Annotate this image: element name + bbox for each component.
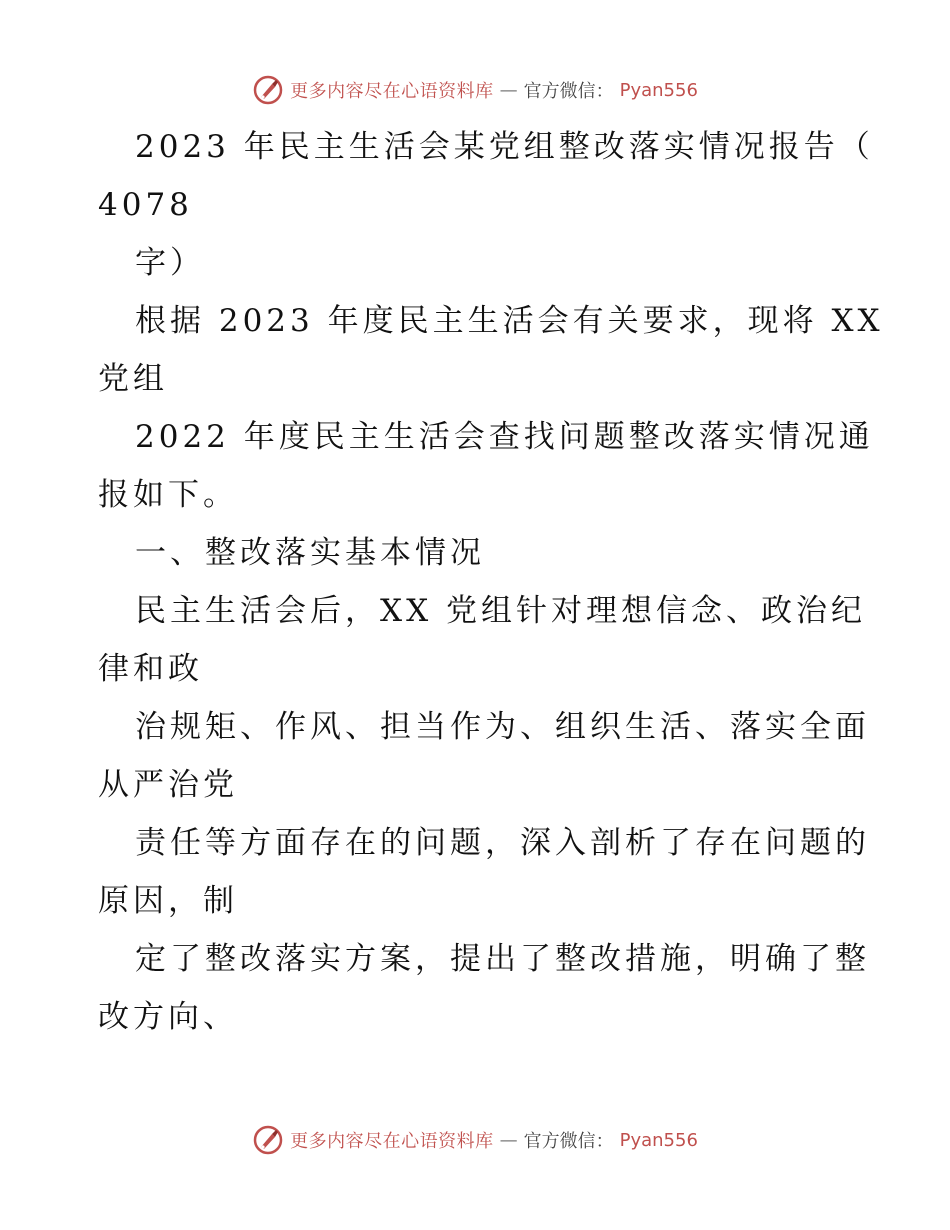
watermark-label: 官方微信： <box>523 1131 614 1152</box>
document-line: 2023 年民主生活会某党组整改落实情况报告（ <box>135 129 874 165</box>
document-line: 民主生活会后，XX 党组针对理想信念、政治纪 <box>135 593 866 629</box>
fountain-pen-logo-icon <box>252 1124 284 1156</box>
document-line: 责任等方面存在的问题，深入剖析了存在问题的 <box>135 825 870 861</box>
document-line: 定了整改落实方案，提出了整改措施，明确了整 <box>135 941 870 977</box>
document-line: 律和政 <box>98 651 203 687</box>
document-line: 改方向、 <box>98 999 238 1035</box>
document-line: 党组 <box>98 361 168 397</box>
document-line: 2022 年度民主生活会查找问题整改落实情况通 <box>135 419 874 455</box>
watermark-wechat-id: Pyan556 <box>619 79 698 101</box>
document-line: 治规矩、作风、担当作为、组织生活、落实全面 <box>135 709 870 745</box>
document-line: 报如下。 <box>98 477 238 513</box>
document-line: 原因，制 <box>98 883 238 919</box>
document-line: 从严治党 <box>98 767 238 803</box>
document-line: 字） <box>135 245 205 281</box>
watermark-label: 官方微信： <box>523 81 614 102</box>
fountain-pen-logo-icon <box>252 74 284 106</box>
footer-watermark <box>0 1120 950 1160</box>
watermark-separator: — <box>499 1129 518 1151</box>
document-line: 4078 <box>98 187 193 223</box>
document-body <box>98 118 884 1046</box>
watermark-wechat-id: Pyan556 <box>619 1129 698 1151</box>
document-line: 一、整改落实基本情况 <box>135 535 485 571</box>
watermark-brand: 更多内容尽在心语资料库 <box>290 81 494 102</box>
watermark-brand: 更多内容尽在心语资料库 <box>290 1131 494 1152</box>
document-line: 根据 2023 年度民主生活会有关要求，现将 XX <box>135 303 884 339</box>
header-watermark <box>0 70 950 110</box>
watermark-separator: — <box>499 79 518 101</box>
